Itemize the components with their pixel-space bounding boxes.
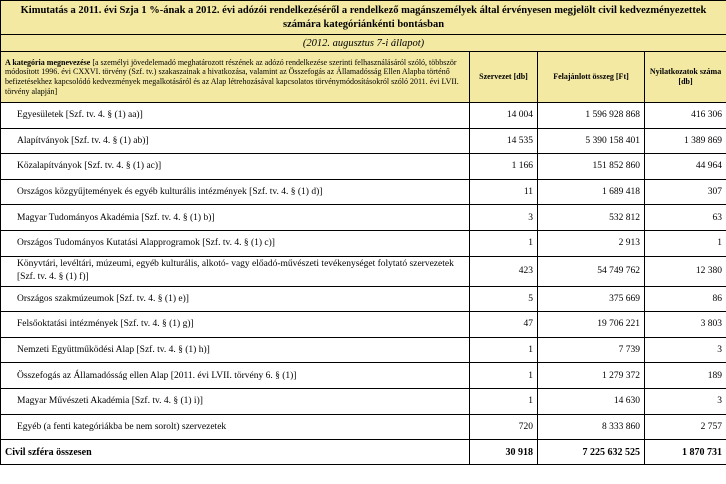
szervezet-cell: 1 (470, 388, 538, 414)
header-category-note: [a személyi jövedelemadó meghatározott részének az adózó rendelkezése szerinti felhasználásáról szóló, többször módosított 1996. évi CXXVI. törvény (Szf. tv.) szakaszainak a hivatkozása, valamint az Összefogás az Államadósság Ellen Alapba történő befizetésekhez kapcsolódó kedvezmények megalkotásáról és az Alap létrehozásával kapcsolatos törvénymódosításokról szóló 2011. évi LVII. törvény alapján] (5, 57, 459, 96)
category-name: Könyvtári, levéltári, múzeumi, egyéb kulturális, alkotó- vagy előadó-művészeti tevékenységet folytató szervezetek [Szf. tv. 4. § (1) f)] (1, 256, 470, 286)
nyilatkozat-cell: 63 (645, 205, 726, 231)
nyilatkozat-cell: 3 (645, 388, 726, 414)
total-nyilatkozat: 1 870 731 (645, 440, 726, 465)
szervezet-cell: 1 166 (470, 154, 538, 180)
header-szervezet: Szervezet [db] (470, 52, 538, 103)
total-szervezet: 30 918 (470, 440, 538, 465)
szervezet-cell: 11 (470, 179, 538, 205)
category-name: Magyar Művészeti Akadémia [Szf. tv. 4. § (1) i)] (1, 388, 470, 414)
table-row (1, 230, 726, 256)
osszeg-cell: 375 669 (538, 286, 645, 312)
osszeg-cell: 1 689 418 (538, 179, 645, 205)
nyilatkozat-cell: 44 964 (645, 154, 726, 180)
table-row (1, 312, 726, 338)
osszeg-cell: 1 279 372 (538, 363, 645, 389)
header-category-description (1, 52, 470, 103)
szervezet-cell: 47 (470, 312, 538, 338)
szervezet-cell: 5 (470, 286, 538, 312)
table-row (1, 337, 726, 363)
total-label: Civil szféra összesen (1, 440, 470, 465)
osszeg-cell: 14 630 (538, 388, 645, 414)
header-nyilatkozat: Nyilatkozatok száma [db] (645, 52, 726, 103)
osszeg-cell: 54 749 762 (538, 256, 645, 286)
date-note: (2012. augusztus 7-i állapot) (1, 35, 726, 52)
osszeg-cell: 8 333 860 (538, 414, 645, 440)
category-name: Egyéb (a fenti kategóriákba be nem sorolt) szervezetek (1, 414, 470, 440)
nyilatkozat-cell: 3 (645, 337, 726, 363)
category-name: Magyar Tudományos Akadémia [Szf. tv. 4. § (1) b)] (1, 205, 470, 231)
nyilatkozat-cell: 3 803 (645, 312, 726, 338)
nyilatkozat-cell: 307 (645, 179, 726, 205)
szervezet-cell: 1 (470, 337, 538, 363)
osszeg-cell: 532 812 (538, 205, 645, 231)
table-row (1, 388, 726, 414)
osszeg-cell: 2 913 (538, 230, 645, 256)
szervezet-cell: 720 (470, 414, 538, 440)
table-body (1, 103, 726, 440)
table-row (1, 103, 726, 129)
category-name: Felsőoktatási intézmények [Szf. tv. 4. § (1) g)] (1, 312, 470, 338)
table-row (1, 128, 726, 154)
nyilatkozat-cell: 1 (645, 230, 726, 256)
szervezet-cell: 14 004 (470, 103, 538, 129)
nyilatkozat-cell: 1 389 869 (645, 128, 726, 154)
table-row (1, 256, 726, 286)
category-name: Közalapítványok [Szf. tv. 4. § (1) ac)] (1, 154, 470, 180)
category-name: Nemzeti Együttműködési Alap [Szf. tv. 4. § (1) h)] (1, 337, 470, 363)
szervezet-cell: 1 (470, 230, 538, 256)
table-title: Kimutatás a 2011. évi Szja 1 %-ának a 2012. évi adózói rendelkezéséről a rendelkező magánszemélyek által érvényesen megjelölt civil kedvezményezettek számára kategóriánkénti bontásban (1, 1, 726, 35)
nyilatkozat-cell: 12 380 (645, 256, 726, 286)
nyilatkozat-cell: 416 306 (645, 103, 726, 129)
osszeg-cell: 151 852 860 (538, 154, 645, 180)
table-row (1, 205, 726, 231)
table-row (1, 154, 726, 180)
nyilatkozat-cell: 2 757 (645, 414, 726, 440)
category-name: Országos szakmúzeumok [Szf. tv. 4. § (1) e)] (1, 286, 470, 312)
osszeg-cell: 19 706 221 (538, 312, 645, 338)
header-row (1, 52, 726, 103)
table-row (1, 414, 726, 440)
table-row (1, 286, 726, 312)
osszeg-cell: 1 596 928 868 (538, 103, 645, 129)
total-osszeg: 7 225 632 525 (538, 440, 645, 465)
category-name: Országos közgyűjtemények és egyéb kulturális intézmények [Szf. tv. 4. § (1) d)] (1, 179, 470, 205)
category-name: Országos Tudományos Kutatási Alapprogramok [Szf. tv. 4. § (1) c)] (1, 230, 470, 256)
header-osszeg: Felajánlott összeg [Ft] (538, 52, 645, 103)
szervezet-cell: 1 (470, 363, 538, 389)
total-row (1, 440, 726, 465)
category-name: Összefogás az Államadósság ellen Alap [2011. évi LVII. törvény 6. § (1)] (1, 363, 470, 389)
osszeg-cell: 5 390 158 401 (538, 128, 645, 154)
nyilatkozat-cell: 189 (645, 363, 726, 389)
category-name: Egyesületek [Szf. tv. 4. § (1) aa)] (1, 103, 470, 129)
header-category-title: A kategória megnevezése (5, 57, 91, 67)
nyilatkozat-cell: 86 (645, 286, 726, 312)
table-row (1, 179, 726, 205)
szervezet-cell: 3 (470, 205, 538, 231)
szervezet-cell: 14 535 (470, 128, 538, 154)
osszeg-cell: 7 739 (538, 337, 645, 363)
szervezet-cell: 423 (470, 256, 538, 286)
table-row (1, 363, 726, 389)
category-name: Alapítványok [Szf. tv. 4. § (1) ab)] (1, 128, 470, 154)
